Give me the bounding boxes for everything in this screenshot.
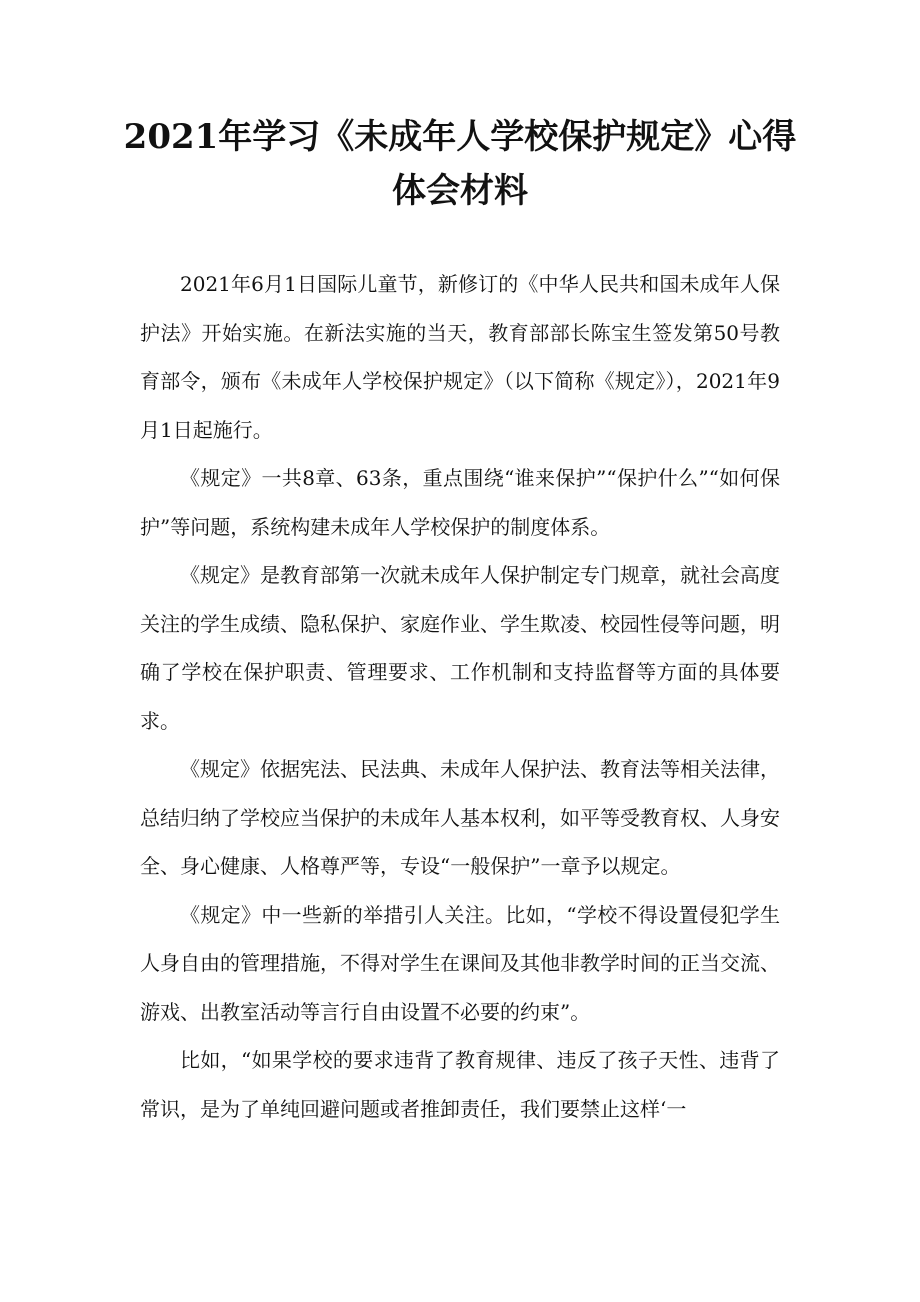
document-title: [120, 110, 800, 218]
paragraph-2: 《规定》一共8章、63条，重点围绕“谁来保护”“保护什么”“如何保护”等问题，系统构建未成年人学校保护的制度体系。: [140, 466, 780, 539]
title-line-1: 2021年学习《未成年人学校保护规定》心得: [123, 117, 797, 157]
title-line-2: 体会材料: [392, 171, 528, 211]
paragraph-6: 比如，“如果学校的要求违背了教育规律、违反了孩子天性、违背了常识，是为了单纯回避问题或者推卸责任，我们要禁止这样‘一: [140, 1048, 780, 1121]
paragraph-1: 2021年6月1日国际儿童节，新修订的《中华人民共和国未成年人保护法》开始实施。在新法实施的当天，教育部部长陈宝生签发第50号教育部令，颁布《未成年人学校保护规定》（以下简称《规定》），2021年9月1日起施行。: [140, 272, 780, 442]
paragraph-5: 《规定》中一些新的举措引人关注。比如，“学校不得设置侵犯学生人身自由的管理措施，不得对学生在课间及其他非教学时间的正当交流、游戏、出教室活动等言行自由设置不必要的约束”。: [140, 902, 780, 1024]
document-body: [140, 260, 780, 1133]
paragraph-4: 《规定》依据宪法、民法典、未成年人保护法、教育法等相关法律，总结归纳了学校应当保护的未成年人基本权利，如平等受教育权、人身安全、身心健康、人格尊严等，专设“一般保护”一章予以规定。: [140, 757, 780, 878]
paragraph-3: 《规定》是教育部第一次就未成年人保护制定专门规章，就社会高度关注的学生成绩、隐私保护、家庭作业、学生欺凌、校园性侵等问题，明确了学校在保护职责、管理要求、工作机制和支持监督等方面的具体要求。: [140, 563, 780, 733]
